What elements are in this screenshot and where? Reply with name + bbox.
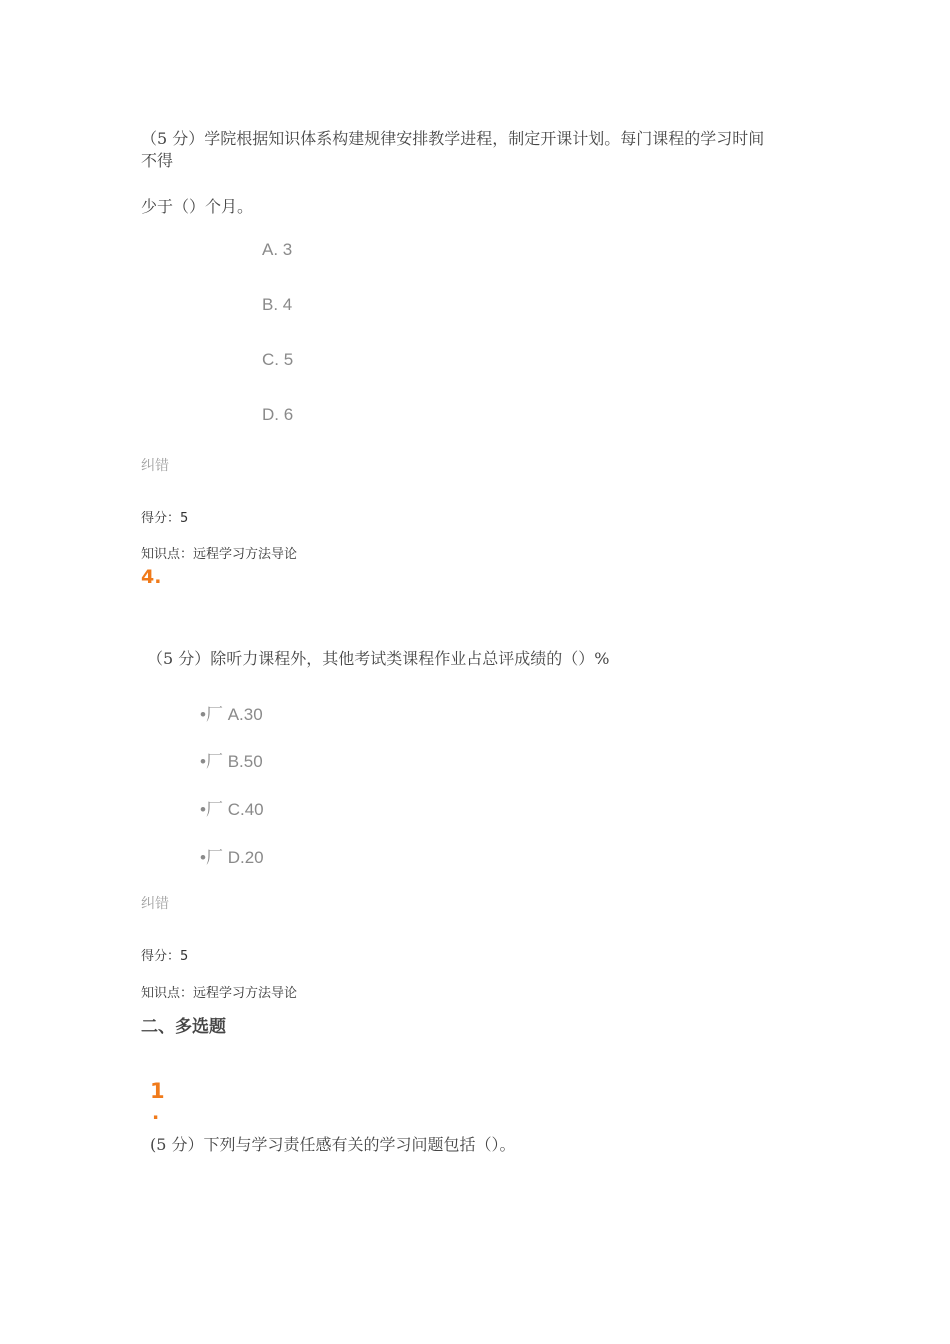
option-label: D.20	[227, 848, 264, 867]
radio-icon: 厂	[205, 800, 223, 819]
question-stem: （5 分）除听力课程外，其他考试类课程作业占总评成绩的（）%	[147, 649, 610, 668]
report-error-link[interactable]: 纠错	[141, 896, 169, 912]
answer-option[interactable]	[200, 843, 264, 868]
radio-icon: 厂	[205, 705, 223, 724]
question-stem-line: （5 分）学院根据知识体系构建规律安排教学进程，制定开课计划。每门课程的学习时间	[141, 129, 765, 148]
answer-option[interactable]: B. 4	[262, 295, 293, 314]
knowledge-point: 知识点：远程学习方法导论	[141, 547, 298, 562]
question-stem-line: 不得	[141, 151, 174, 170]
question-stem-line: 少于（）个月。	[141, 197, 254, 216]
radio-icon: 厂	[205, 752, 223, 771]
question-number: 4.	[141, 566, 162, 588]
radio-icon: 厂	[205, 848, 223, 867]
answer-option[interactable]: C. 5	[262, 350, 294, 369]
answer-option[interactable]	[200, 700, 263, 725]
bullet-icon: •	[200, 752, 206, 771]
answer-option[interactable]: D. 6	[262, 405, 294, 424]
question-number: 1	[150, 1079, 165, 1103]
question-number-dot: .	[152, 1102, 160, 1124]
bullet-icon: •	[200, 705, 206, 724]
bullet-icon: •	[200, 800, 206, 819]
answer-option[interactable]	[200, 747, 263, 772]
section-title: 二、多选题	[141, 1017, 226, 1037]
knowledge-point: 知识点：远程学习方法导论	[141, 986, 298, 1001]
option-label: A.30	[227, 705, 263, 724]
score-label: 得分：5	[141, 949, 189, 964]
option-label: C.40	[227, 800, 264, 819]
answer-option[interactable]	[200, 795, 264, 820]
answer-option[interactable]: A. 3	[262, 240, 293, 259]
report-error-link[interactable]: 纠错	[141, 458, 169, 474]
score-label: 得分：5	[141, 511, 189, 526]
bullet-icon: •	[200, 848, 206, 867]
option-label: B.50	[227, 752, 263, 771]
question-stem: (5 分）下列与学习责任感有关的学习问题包括（）。	[150, 1135, 516, 1154]
